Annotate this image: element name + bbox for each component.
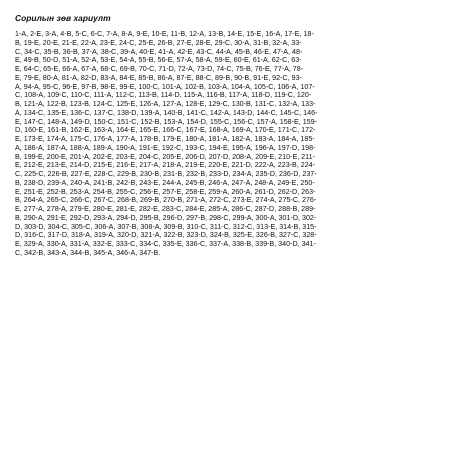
answer-line: B, 199-E, 200-E, 201-A, 202-E, 203-E, 204-C, 205-E, 206-D, 207-D, 208-A, 209-E, 210-E, 211- (15, 152, 315, 161)
answer-line: D, 160-E, 161-B, 162-E, 163-A, 164-E, 165-E, 166-C, 167-E, 168-A, 169-A, 170-E, 171-C, 172- (15, 126, 316, 135)
answer-line: E, 147-C, 148-A, 149-D, 150-C, 151-C, 152-B, 153-A, 154-D, 155-C, 156-C, 157-A, 158-E, 159- (15, 117, 318, 126)
page-title: Сорилын зөв хариулт (15, 13, 111, 23)
answer-line: E, 251-E, 252-B, 253-A, 254-B, 255-C, 256-E, 257-E, 258-E, 259-A, 260-A, 261-D, 262-D, 263- (15, 187, 316, 196)
answer-line: B, 19-E, 20-E, 21-E, 22-A, 23-E, 24-C, 25-E, 26-B, 27-E, 28-E, 29-C, 30-A, 31-B, 32-A, 33- (15, 38, 302, 47)
answer-line: E, 64-C, 65-E, 66-A, 67-A, 68-C, 69-B, 70-C, 71-D, 72-A, 73-D, 74-C, 75-B, 76-E, 77-A, 78- (15, 65, 304, 73)
answer-line: E, 49-B, 50-D, 51-A, 52-A, 53-E, 54-A, 55-B, 56-E, 57-A, 58-A, 59-E, 60-E, 61-A, 62-C, 63- (15, 56, 302, 65)
answer-line: C, 108-A, 109-C, 110-C, 111-A, 112-C, 113-B, 114-D, 115-A, 116-B, 117-A, 118-D, 119-C, 120- (15, 91, 312, 100)
answer-line: E, 212-E, 213-E, 214-D, 215-E, 216-E, 217-A, 218-A, 219-E, 220-E, 221-D, 222-A, 223-B, 224- (15, 161, 316, 170)
answer-line: A, 134-C, 135-E, 136-C, 137-C, 138-D, 139-A, 140-B, 141-C, 142-A, 143-D, 144-C, 145-C, 146- (15, 108, 318, 117)
answer-line: A, 186-A, 187-A, 188-A, 189-A, 190-A, 191-E, 192-C, 193-C, 194-E, 195-A, 196-A, 197-D, 198- (15, 143, 316, 152)
answer-line: E, 173-E, 174-A, 175-C, 176-A, 177-A, 178-B, 179-E, 180-A, 181-A, 182-A, 183-A, 184-A, 185- (15, 135, 315, 143)
answer-line: C, 34-C, 35-B, 36-B, 37-A, 38-C, 39-A, 40-E, 41-A, 42-E, 43-C, 44-A, 45-B, 46-E, 47-A, 48- (15, 47, 303, 56)
answer-line: C, 225-C, 226-B, 227-E, 228-C, 229-B, 230-B, 231-B, 232-B, 233-D, 234-A, 235-D, 236-D, 237- (15, 170, 317, 178)
answer-line: D, 303-D, 304-C, 305-C, 306-A, 307-B, 308-A, 309-B, 310-C, 311-C, 312-C, 313-E, 314-B, 315- (15, 222, 317, 231)
answer-line: B, 121-A, 122-B, 123-B, 124-C, 125-E, 126-A, 127-A, 128-E, 129-C, 130-B, 131-C, 132-A, 133- (15, 100, 316, 108)
answer-line: B, 290-A, 291-E, 292-D, 293-A, 294-D, 295-B, 296-D, 297-B, 298-C, 299-A, 300-A, 301-D, 302- (15, 213, 317, 222)
answer-line: E, 277-A, 278-A, 279-E, 280-E, 281-E, 282-E, 283-C, 284-E, 285-A, 286-C, 287-D, 288-B, 289- (15, 205, 316, 213)
answer-line: 1-A, 2-E, 3-A, 4-B, 5-C, 6-C, 7-A, 8-A, 9-E, 10-E, 11-B, 12-A, 13-B, 14-E, 15-E, 16-A, 17-E, 18- (15, 30, 314, 38)
answer-line: E, 329-A, 330-A, 331-A, 332-E, 333-C, 334-C, 335-E, 336-C, 337-A, 338-B, 339-B, 340-D, 341- (15, 240, 316, 248)
answer-line: B, 264-A, 265-C, 266-C, 267-C, 268-B, 269-B, 270-B, 271-A, 272-C, 273-E, 274-A, 275-C, 276- (15, 196, 317, 205)
answer-line: D, 316-C, 317-D, 318-A, 319-A, 320-D, 321-A, 322-B, 323-D, 324-B, 325-E, 326-B, 327-C, 328- (15, 231, 317, 240)
answer-line: E, 79-E, 80-A, 81-A, 82-D, 83-A, 84-E, 85-B, 86-A, 87-E, 88-C, 89-B, 90-B, 91-E, 92-C, 93- (15, 73, 302, 82)
answer-line: C, 342-B, 343-A, 344-B, 345-A, 346-A, 347-B. (15, 248, 161, 257)
answer-list (15, 30, 443, 258)
answer-line: A, 94-A, 95-C, 96-E, 97-B, 98-E, 99-E, 100-C, 101-A, 102-B, 103-A, 104-A, 105-C, 106-A, 107- (15, 82, 315, 91)
answer-line: B, 238-D, 239-A, 240-A, 241-B, 242-B, 243-E, 244-A, 245-B, 246-A, 247-A, 248-A, 249-E, 250- (15, 178, 315, 187)
